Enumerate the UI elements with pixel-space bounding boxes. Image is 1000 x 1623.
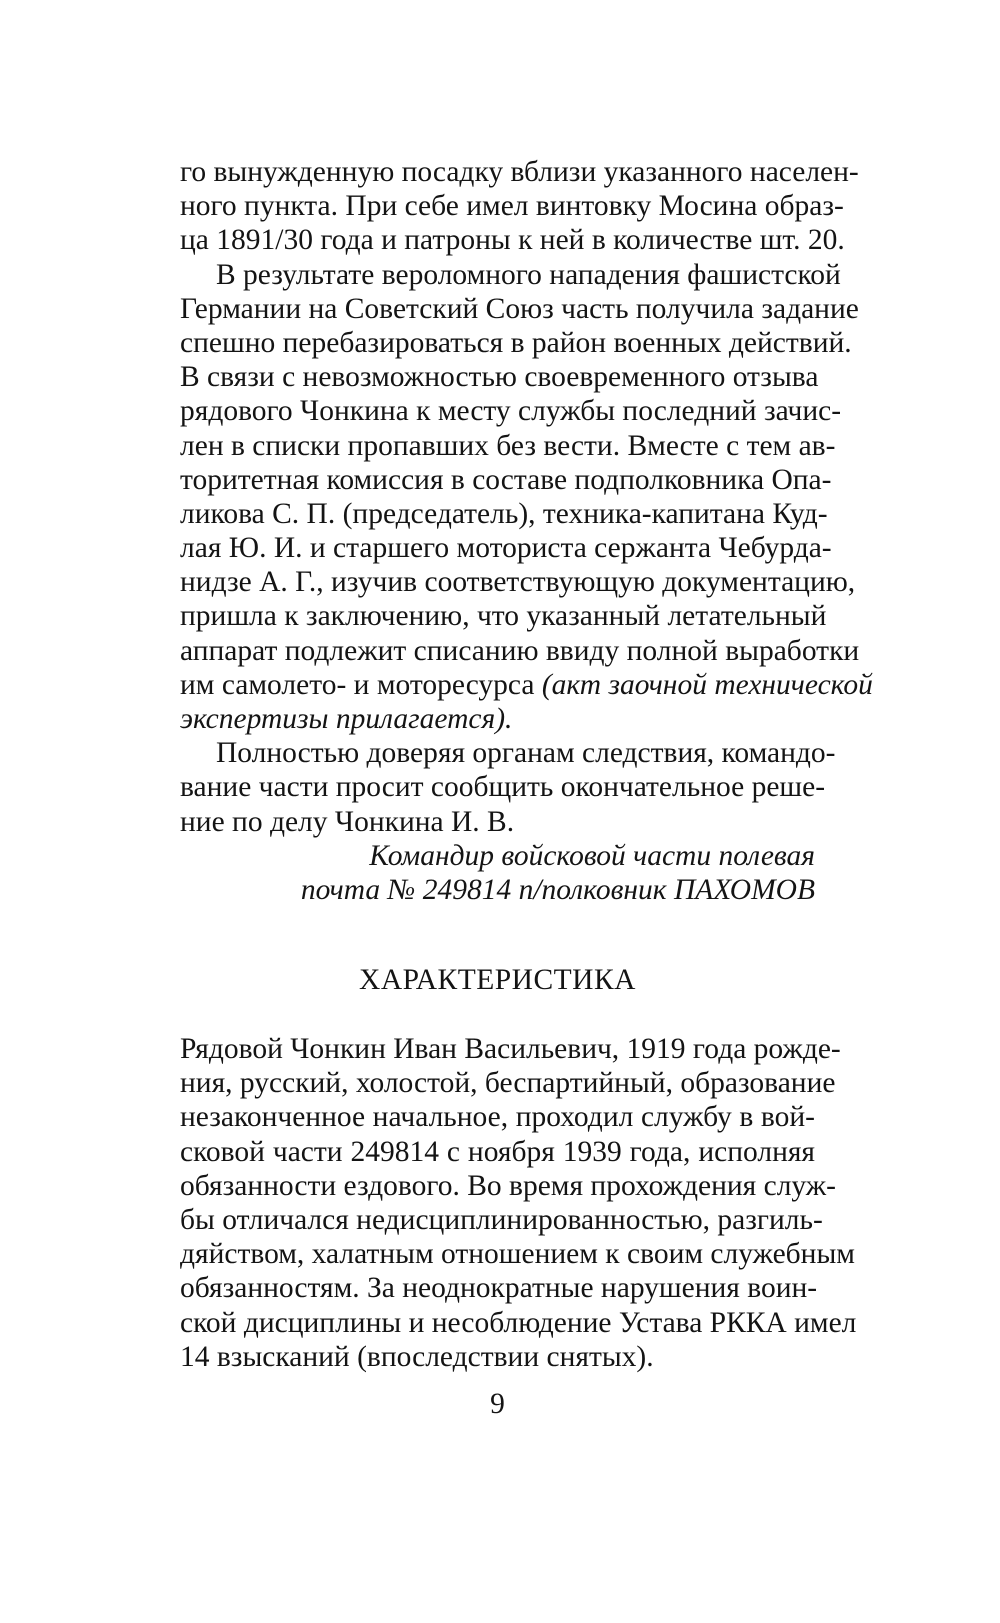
- text-line: лен в списки пропавших без вести. Вместе с тем ав-: [180, 429, 836, 462]
- text-segment: им самолето- и моторесурса: [180, 668, 535, 701]
- section-heading: ХАРАКТЕРИСТИКА: [359, 964, 636, 996]
- signature-line: почта № 249814 п/полковник ПАХОМОВ: [300, 873, 815, 906]
- text-line: аппарат подлежит списанию ввиду полной выработки: [180, 634, 860, 667]
- page-number: 9: [490, 1388, 505, 1420]
- text-line: В результате вероломного нападения фашистской: [216, 258, 841, 291]
- text-line: Полностью доверяя органам следствия, командо-: [216, 737, 836, 770]
- text-line-mixed: [180, 668, 873, 702]
- text-line: ликова С. П. (председатель), техника-капитана Куд-: [180, 497, 828, 530]
- text-line: спешно перебазироваться в район военных действий.: [180, 326, 852, 359]
- text-line: 14 взысканий (впоследствии снятых).: [180, 1340, 654, 1373]
- text-line: дяйством, халатным отношением к своим служебным: [180, 1238, 855, 1271]
- text-line: Германии на Советский Союз часть получила задание: [180, 292, 859, 325]
- italic-text-segment: (акт заочной технической: [541, 668, 873, 701]
- text-line: ного пункта. При себе имел винтовку Мосина образ-: [180, 190, 844, 223]
- text-line: пришла к заключению, что указанный летательный: [180, 600, 827, 633]
- text-line: рядового Чонкина к месту службы последний зачис-: [180, 395, 842, 428]
- text-line: бы отличался недисциплинированностью, разгиль-: [180, 1203, 823, 1236]
- text-line: сковой части 249814 с ноября 1939 года, исполняя: [180, 1135, 815, 1168]
- text-line: ние по делу Чонкина И. В.: [180, 805, 515, 838]
- text-line: экспертизы прилагается).: [180, 703, 513, 735]
- text-line: обязанностям. За неоднократные нарушения воин-: [180, 1272, 818, 1305]
- bottom-text-block: [180, 1032, 857, 1374]
- text-line: ния, русский, холостой, беспартийный, образование: [180, 1067, 836, 1100]
- text-line: нидзе А. Г., изучив соответствующую документацию,: [180, 566, 856, 599]
- text-line: обязанности ездового. Во время прохождения служ-: [180, 1169, 836, 1202]
- top-text-block: [180, 155, 873, 907]
- text-line: вание части просит сообщить окончательное реше-: [180, 771, 826, 804]
- signature-line: Командир войсковой части полевая: [369, 839, 815, 872]
- text-line: лая Ю. И. и старшего моториста сержанта Чебурда-: [180, 532, 832, 565]
- text-line: Рядовой Чонкин Иван Васильевич, 1919 года рожде-: [180, 1033, 841, 1065]
- text-line: ской дисциплины и несоблюдение Устава РККА имел: [180, 1306, 857, 1339]
- text-line: торитетная комиссия в составе подполковника Опа-: [180, 463, 832, 496]
- text-line: В связи с невозможностью своевременного отзыва: [180, 361, 819, 394]
- text-line: го вынужденную посадку вблизи указанного населен-: [180, 156, 859, 188]
- text-line: ца 1891/30 года и патроны к ней в количестве шт. 20.: [180, 224, 845, 257]
- text-line: незаконченное начальное, проходил службу в вой-: [180, 1101, 815, 1134]
